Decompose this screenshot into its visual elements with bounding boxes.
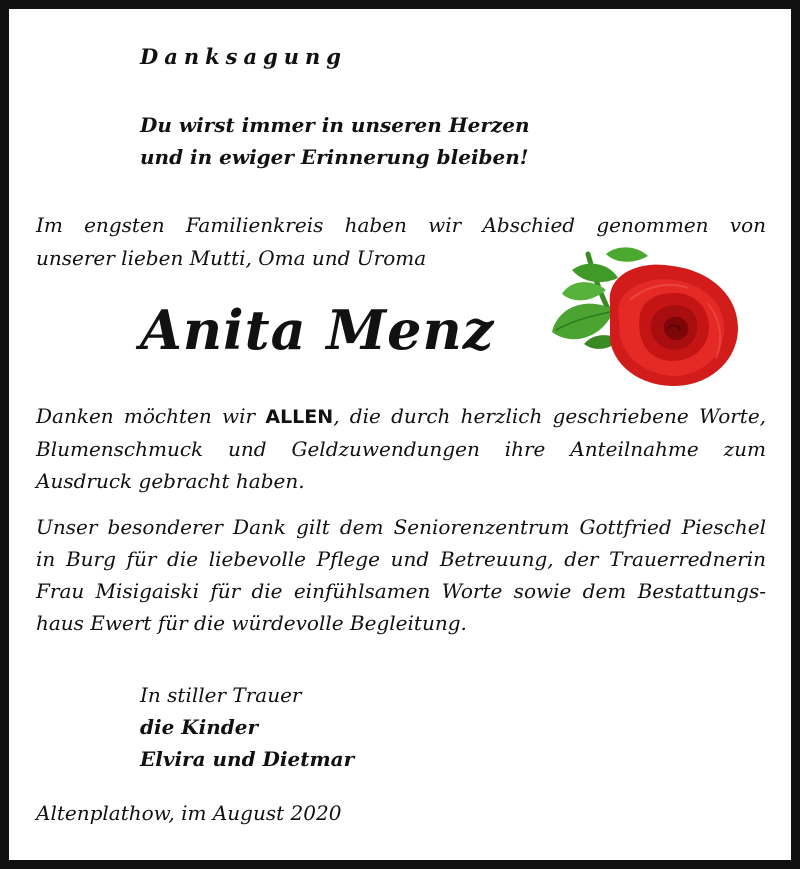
thanks-line-3: Ausdruck gebracht haben. <box>36 469 305 493</box>
special-thanks-line-1: Unser besonderer Dank gilt dem Seniorenzentrum Gottfried Pieschel <box>36 515 766 539</box>
thanks-line-1 <box>36 400 766 433</box>
signature-line-1: In stiller Trauer <box>140 683 302 707</box>
intro-line-2: unserer lieben Mutti, Oma und Uroma <box>36 246 427 270</box>
thanks-prefix: Danken möchten wir <box>36 404 256 428</box>
motto <box>140 109 530 173</box>
motto-line-2: und in ewiger Erinnerung bleiben! <box>140 145 529 169</box>
thanks-emphasis: ALLEN <box>265 406 334 428</box>
thanks-line-2: Blumenschmuck und Geldzuwendungen ihre Anteilnahme zum <box>36 437 766 461</box>
deceased-name: Anita Menz <box>140 298 495 362</box>
red-rose-icon <box>548 244 744 390</box>
special-thanks-line-3: Frau Misigaiski für die einfühlsamen Worte sowie dem Bestattungs- <box>36 579 766 603</box>
signature-line-2: die Kinder <box>140 715 259 739</box>
special-thanks-paragraph <box>36 511 766 639</box>
thanks-line-1-rest: , die durch herzlich geschriebene Worte, <box>333 404 767 428</box>
place-and-date: Altenplathow, im August 2020 <box>36 801 342 825</box>
thanks-paragraph <box>36 400 766 497</box>
special-thanks-line-2: in Burg für die liebevolle Pflege und Betreuung, der Trauerrednerin <box>36 547 766 571</box>
special-thanks-line-4: haus Ewert für die würdevolle Begleitung. <box>36 611 467 635</box>
intro-line-1: Im engsten Familienkreis haben wir Abschied genommen von <box>36 213 766 237</box>
signature-line-3: Elvira und Dietmar <box>140 747 355 771</box>
heading-danksagung: Danksagung <box>140 44 347 69</box>
signature-block <box>140 679 354 775</box>
motto-line-1: Du wirst immer in unseren Herzen <box>140 113 530 137</box>
